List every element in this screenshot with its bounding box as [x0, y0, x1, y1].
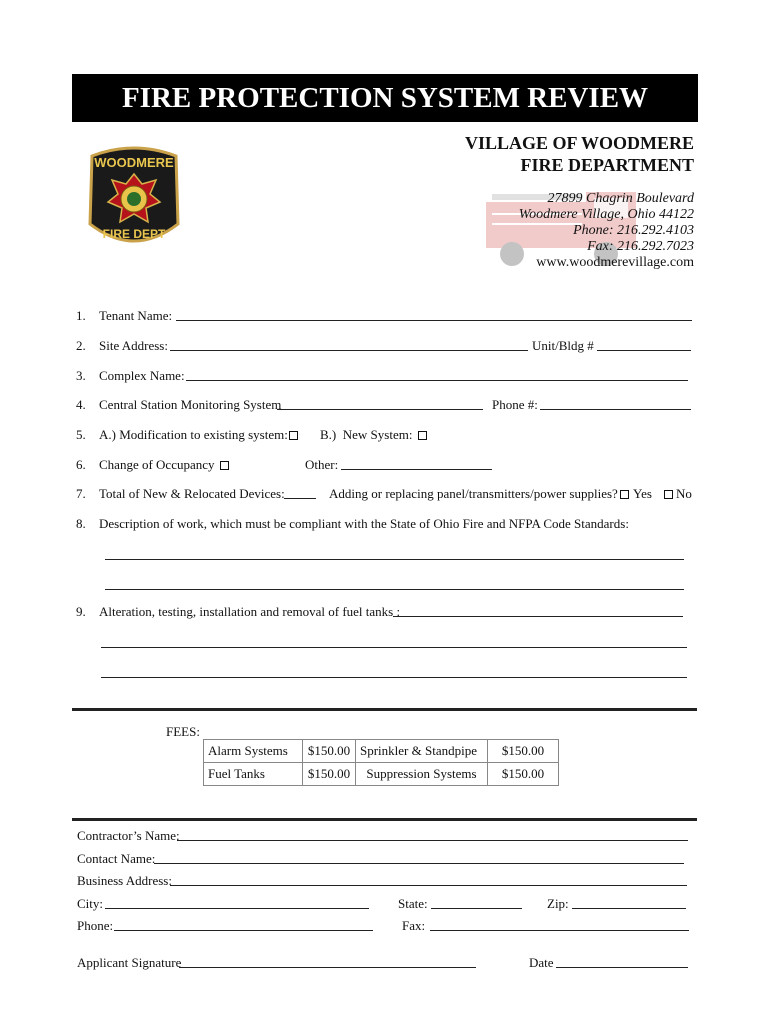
complex-name-field[interactable] — [186, 368, 688, 381]
fire-department-logo — [84, 146, 184, 254]
fee-item: Suppression Systems — [356, 763, 488, 786]
complex-name-label: Complex Name: — [99, 368, 185, 383]
item-number: 2. — [76, 338, 86, 353]
contact-name-field[interactable] — [154, 851, 684, 864]
monitoring-phone-field[interactable] — [540, 397, 691, 410]
site-address-field[interactable] — [170, 338, 528, 351]
site-address-label: Site Address: — [99, 338, 168, 353]
logo-text-top: WOODMERE — [94, 155, 174, 170]
fee-amount: $150.00 — [303, 740, 356, 763]
zip-field[interactable] — [572, 896, 686, 909]
unit-bldg-field[interactable] — [597, 338, 691, 351]
zip-label: Zip: — [547, 896, 569, 911]
table-row — [204, 763, 559, 786]
devices-total-label: Total of New & Relocated Devices: — [99, 486, 285, 501]
new-system-label: B.) New System: — [320, 427, 413, 442]
monitoring-system-label: Central Station Monitoring System — [99, 397, 282, 412]
city-label: City: — [77, 896, 104, 911]
date-field[interactable] — [556, 955, 688, 968]
other-label: Other: — [305, 457, 339, 472]
unit-bldg-label: Unit/Bldg # — [532, 338, 594, 353]
item-number: 5. — [76, 427, 86, 442]
item-number: 8. — [76, 516, 86, 531]
panel-replacement-label: Adding or replacing panel/transmitters/power supplies? — [329, 486, 618, 501]
item-number: 3. — [76, 368, 86, 383]
fee-amount: $150.00 — [488, 763, 559, 786]
fuel-tanks-line-2[interactable] — [101, 665, 687, 678]
phone-number: Phone: 216.292.4103 — [573, 223, 694, 238]
fax-field[interactable] — [430, 918, 689, 931]
fee-item: Alarm Systems — [204, 740, 303, 763]
yes-label: Yes — [633, 486, 652, 501]
fax-label: Fax: — [402, 918, 426, 933]
new-system-checkbox[interactable] — [418, 431, 427, 440]
item-number: 9. — [76, 604, 86, 619]
modification-label: A.) Modification to existing system: — [99, 427, 288, 442]
fees-table — [203, 739, 559, 786]
no-checkbox[interactable] — [664, 490, 673, 499]
table-row — [204, 740, 559, 763]
description-label: Description of work, which must be compliant with the State of Ohio Fire and NFPA Code Standards: — [99, 516, 629, 531]
applicant-signature-label: Applicant Signature — [77, 955, 182, 970]
fax-number: Fax: 216.292.7023 — [587, 239, 694, 254]
tenant-name-label: Tenant Name: — [99, 308, 173, 323]
website: www.woodmerevillage.com — [536, 255, 694, 270]
business-address-label: Business Address: — [77, 873, 172, 888]
other-field[interactable] — [341, 457, 492, 470]
no-label: No — [676, 486, 692, 501]
phone-label: Phone: — [77, 918, 114, 933]
item-number: 7. — [76, 486, 86, 501]
contact-name-label: Contact Name: — [77, 851, 156, 866]
fees-label: FEES: — [166, 724, 200, 739]
contractor-name-label: Contractor’s Name: — [77, 828, 180, 843]
fuel-tanks-field[interactable] — [393, 604, 683, 617]
state-field[interactable] — [431, 896, 522, 909]
section-divider — [72, 708, 697, 711]
section-divider — [72, 818, 697, 821]
change-of-occupancy-checkbox[interactable] — [220, 461, 229, 470]
modification-checkbox[interactable] — [289, 431, 298, 440]
city-state-zip: Woodmere Village, Ohio 44122 — [518, 207, 694, 222]
tenant-name-field[interactable] — [176, 308, 692, 321]
fee-amount: $150.00 — [303, 763, 356, 786]
fee-item: Sprinkler & Standpipe — [356, 740, 488, 763]
fee-amount: $150.00 — [488, 740, 559, 763]
monitoring-system-field[interactable] — [277, 397, 483, 410]
logo-text-bottom: FIRE DEPT — [102, 227, 166, 241]
contractor-name-field[interactable] — [177, 828, 688, 841]
address: 27899 Chagrin Boulevard — [547, 191, 694, 206]
city-field[interactable] — [105, 896, 369, 909]
item-number: 1. — [76, 308, 86, 323]
applicant-signature-field[interactable] — [179, 955, 476, 968]
contact-block — [519, 191, 694, 271]
yes-checkbox[interactable] — [620, 490, 629, 499]
agency-line-1: VILLAGE OF WOODMERE — [464, 133, 694, 153]
phone-field[interactable] — [114, 918, 373, 931]
description-line-2[interactable] — [105, 577, 684, 590]
business-address-field[interactable] — [170, 873, 687, 886]
form-title: FIRE PROTECTION SYSTEM REVIEW — [72, 74, 698, 122]
fuel-tanks-line-1[interactable] — [101, 635, 687, 648]
devices-total-field[interactable] — [284, 486, 316, 499]
agency-line-2: FIRE DEPARTMENT — [520, 155, 694, 175]
fuel-tanks-label: Alteration, testing, installation and removal of fuel tanks : — [99, 604, 401, 619]
agency-name — [465, 132, 694, 176]
state-label: State: — [398, 896, 428, 911]
item-number: 4. — [76, 397, 86, 412]
description-line-1[interactable] — [105, 547, 684, 560]
item-number: 6. — [76, 457, 86, 472]
change-of-occupancy-label: Change of Occupancy — [99, 457, 215, 472]
date-label: Date — [529, 955, 554, 970]
monitoring-phone-label: Phone #: — [492, 397, 538, 412]
fee-item: Fuel Tanks — [204, 763, 303, 786]
